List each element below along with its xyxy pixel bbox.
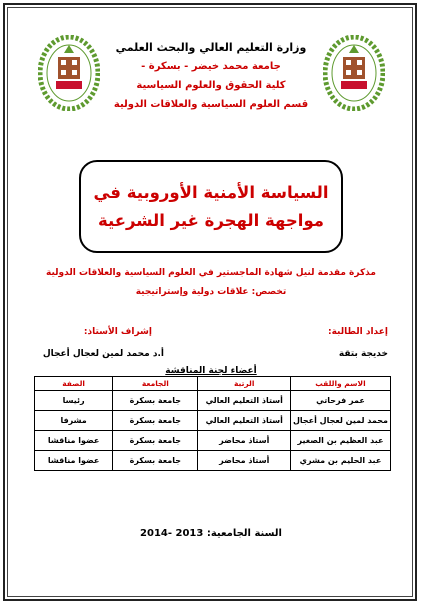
table-row: [35, 391, 391, 411]
header-name: الاسم واللقب: [290, 377, 390, 391]
member-university: جامعة بسكرة: [113, 451, 198, 471]
table-row: [35, 411, 391, 431]
header-university: الجامعة: [113, 377, 198, 391]
department-name: قسم العلوم السياسية والعلاقات الدولية: [113, 99, 309, 110]
table-row: [35, 431, 391, 451]
member-rank: أستاذ التعليم العالي: [198, 391, 290, 411]
university-name: جامعة محمد خيضر - بسكرة -: [141, 61, 281, 72]
thesis-specialization: تخصص: علاقات دولية وإستراتيجية: [135, 287, 287, 297]
table-row: [35, 451, 391, 471]
member-name: عمر فرحاتي: [290, 391, 390, 411]
supervisor-label: إشراف الأستاذ:: [83, 327, 152, 337]
academic-year: السنة الجامعية: 2013 -2014: [140, 528, 282, 539]
thesis-title-line-2: مواجهة الهجرة غير الشرعية: [97, 210, 325, 230]
member-rank: أستاذ محاضر: [198, 431, 290, 451]
supervisor-name: أ.د محمد لمين لعجال أعجال: [42, 349, 164, 359]
committee-table: [34, 376, 391, 471]
member-university: جامعة بسكرة: [113, 391, 198, 411]
member-rank: أستاذ التعليم العالي: [198, 411, 290, 431]
header-role: الصفة: [35, 377, 113, 391]
thesis-title-box: [79, 160, 343, 253]
author-label: إعداد الطالبة:: [328, 327, 388, 337]
ministry-name: وزارة التعليم العالي والبحث العلمي: [115, 41, 307, 54]
member-name: عبد العظيم بن الصغير: [290, 431, 390, 451]
author-name: خديجة بتقة: [338, 349, 388, 359]
thesis-description: مذكرة مقدمة لنيل شهادة الماجستير في العلوم السياسية والعلاقات الدولية: [46, 268, 376, 278]
member-university: جامعة بسكرة: [113, 411, 198, 431]
thesis-title-line-1: السياسة الأمنية الأوروبية في: [93, 182, 329, 202]
member-rank: أستاذ محاضر: [198, 451, 290, 471]
university-logo-right: [323, 35, 385, 111]
faculty-name: كلية الحقوق والعلوم السياسية: [136, 80, 286, 91]
member-name: محمد لمين لعجال أعجال: [290, 411, 390, 431]
committee-header-row: [35, 377, 391, 391]
member-role: عضوا مناقشا: [35, 451, 113, 471]
institution-header: [100, 38, 322, 114]
member-name: عبد الحليم بن مشري: [290, 451, 390, 471]
university-logo-left: [38, 35, 100, 111]
member-role: رئيسا: [35, 391, 113, 411]
member-university: جامعة بسكرة: [113, 431, 198, 451]
committee-title: أعضاء لجنة المناقشة: [165, 366, 257, 376]
member-role: مشرفا: [35, 411, 113, 431]
member-role: عضوا مناقشا: [35, 431, 113, 451]
header-rank: الرتبة: [198, 377, 290, 391]
